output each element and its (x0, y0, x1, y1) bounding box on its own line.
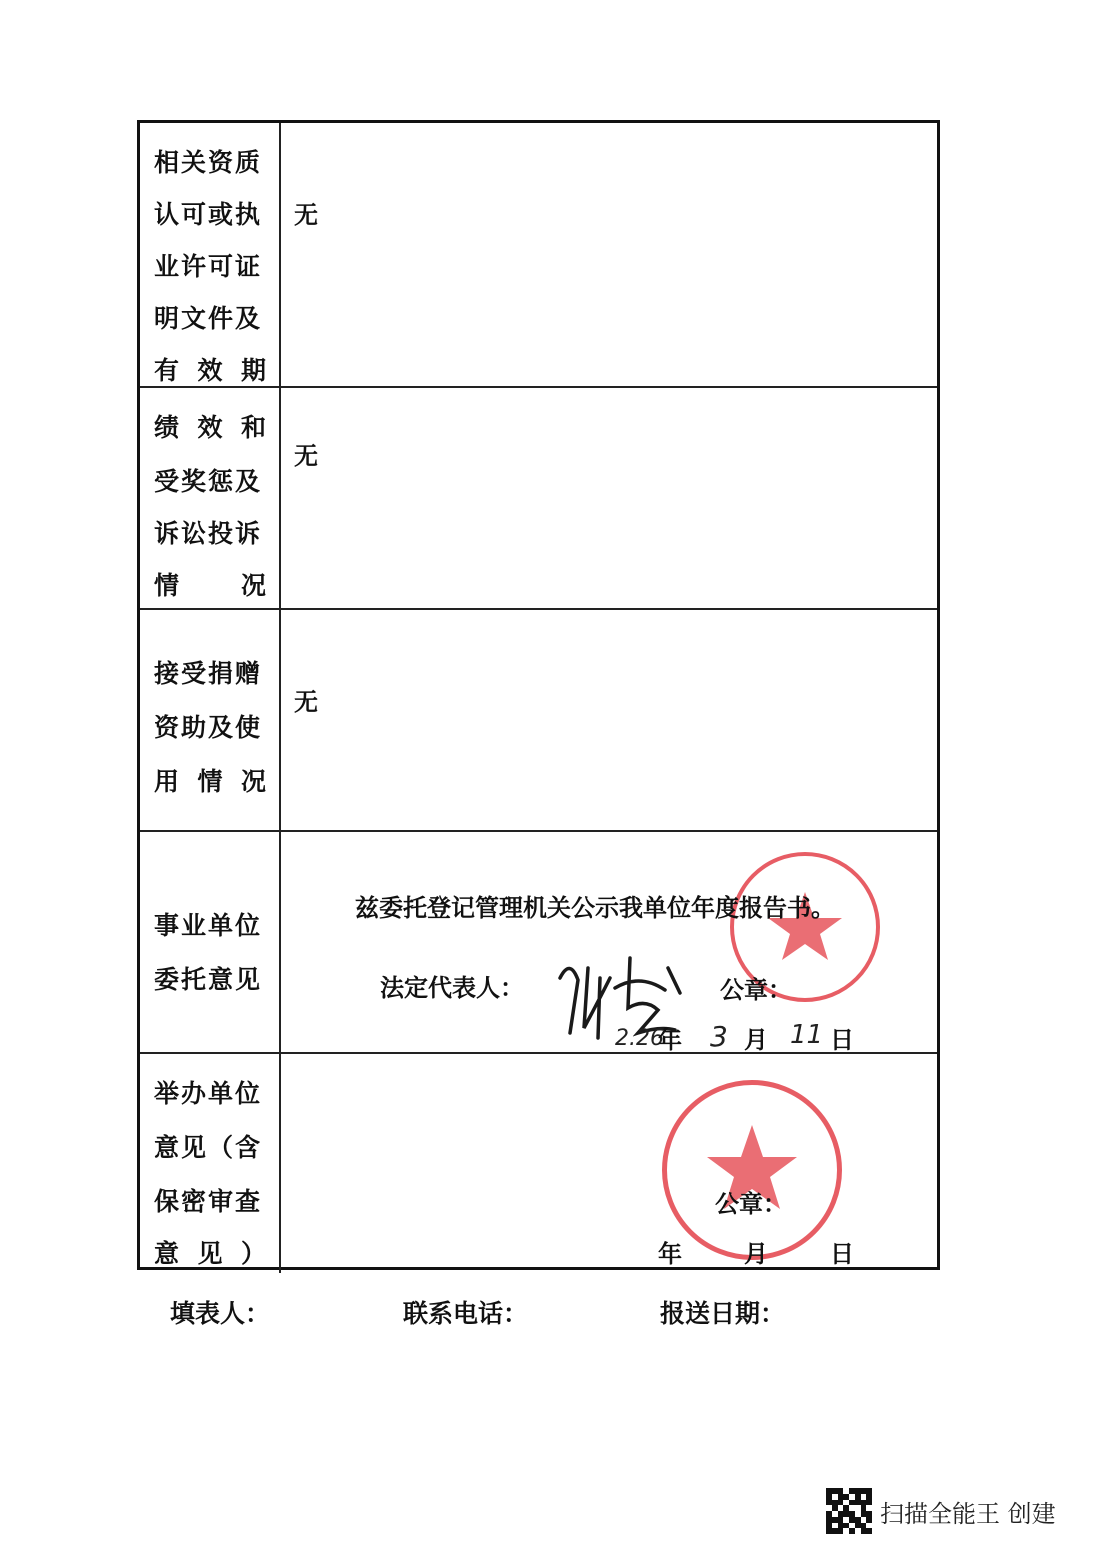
label-line: 受奖惩及 (154, 467, 263, 496)
label-line (154, 1234, 266, 1270)
date-day-value: 11 (790, 1020, 824, 1050)
row-qualifications (140, 123, 937, 388)
value-text: 无 (294, 687, 318, 716)
report-date-label: 报送日期： (660, 1299, 786, 1328)
label-cell (140, 123, 281, 386)
label-line: 举办单位 (154, 1079, 263, 1108)
label-char: 和 (240, 413, 266, 442)
label-line: 接受捐赠 (154, 659, 263, 688)
legal-rep-label: 法定代表人： (380, 973, 524, 1002)
value-text: 无 (294, 200, 318, 229)
date-day-label: 日 (830, 1239, 854, 1268)
label-char: 用 (154, 767, 180, 796)
label-char: 况 (240, 767, 266, 796)
date-day-label: 日 (830, 1025, 854, 1054)
label-cell (140, 1052, 281, 1273)
seal-label: 公章： (715, 1189, 787, 1218)
label-char: 见 (197, 1239, 223, 1268)
date-year-label: 年 (658, 1239, 682, 1268)
row-sponsor-opinion (140, 1052, 937, 1273)
label-char: 效 (197, 413, 223, 442)
label-line: 保密审查 (154, 1187, 263, 1216)
label-char: 期 (240, 356, 266, 385)
date-month-label: 月 (744, 1025, 768, 1054)
label-cell (140, 830, 281, 1052)
label-line: 诉讼投诉 (154, 519, 263, 548)
watermark-text: 扫描全能王 创建 (880, 1499, 1056, 1528)
label-line (154, 566, 266, 602)
label-char: ） (240, 1239, 266, 1268)
label-line: 认可或执 (154, 200, 263, 229)
label-char: 有 (154, 356, 180, 385)
label-line (154, 408, 266, 444)
handwritten-year: 2.26 (615, 1026, 664, 1051)
date-month-value: 3 (710, 1020, 728, 1053)
label-char: 绩 (154, 413, 180, 442)
label-line: 明文件及 (154, 304, 263, 333)
date-year-suffix: 年 (658, 1025, 682, 1054)
label-char: 情 (197, 767, 223, 796)
watermark (826, 1488, 1056, 1534)
label-char: 意 (154, 1239, 180, 1268)
sponsor-seal (662, 1080, 842, 1260)
row-performance (140, 386, 937, 610)
phone-label: 联系电话： (403, 1299, 529, 1328)
seal-label: 公章： (720, 975, 792, 1004)
qr-code-icon (826, 1488, 872, 1534)
filler-label: 填表人： (170, 1299, 271, 1328)
row-donations (140, 608, 937, 832)
label-line: 事业单位 (154, 911, 263, 940)
label-char: 情 (154, 571, 180, 600)
label-cell (140, 608, 281, 830)
label-line: 意见（含 (154, 1133, 263, 1162)
label-line (154, 762, 266, 798)
label-line: 资助及使 (154, 713, 263, 742)
label-char: 效 (197, 356, 223, 385)
label-cell (140, 386, 281, 608)
label-line: 业许可证 (154, 252, 263, 281)
row-entrustment (140, 830, 937, 1054)
label-line (154, 351, 266, 387)
entrust-statement: 兹委托登记管理机关公示我单位年度报告书。 (355, 893, 835, 922)
star-icon (667, 1085, 837, 1255)
date-month-label: 月 (744, 1239, 768, 1268)
report-table (137, 120, 940, 1270)
label-char: 况 (240, 571, 266, 600)
value-text: 无 (294, 441, 318, 470)
label-line: 相关资质 (154, 148, 263, 177)
label-line: 委托意见 (154, 965, 263, 994)
